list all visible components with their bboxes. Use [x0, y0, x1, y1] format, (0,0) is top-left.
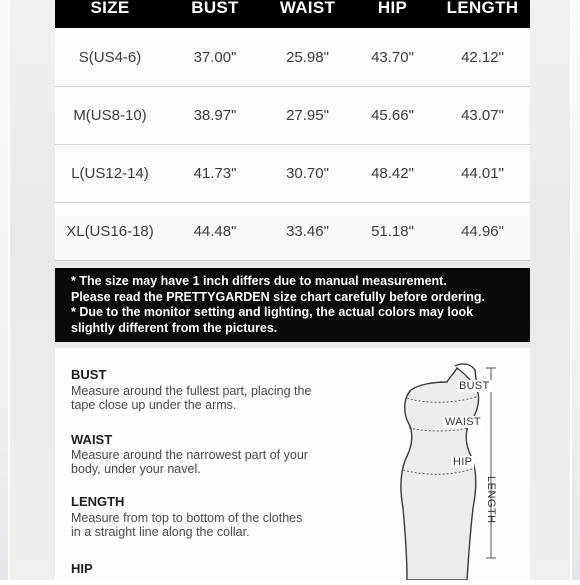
waist-cell: 25.98" [286, 48, 329, 66]
waist-cell: 30.70" [286, 164, 329, 182]
waist-description-line: Measure around the narrowest part of your [71, 448, 308, 462]
hip-cell: 51.18" [371, 222, 414, 240]
size-cell: S(US4-6) [78, 48, 142, 66]
dress-diagram [385, 358, 525, 580]
notice-line: Please read the PRETTYGARDEN size chart carefully before ordering. [71, 289, 486, 304]
hip-cell: 48.42" [371, 164, 414, 182]
length-cell: 44.01" [461, 164, 504, 182]
waist-cell: 27.95" [286, 106, 329, 124]
size-table-header [55, 0, 530, 28]
figure-length-label: LENGTH [485, 476, 497, 524]
bust-cell: 38.97" [193, 106, 237, 124]
dress-outline-icon [385, 358, 525, 580]
length-description-line: in a straight line along the collar. [71, 525, 250, 539]
bust-cell: 41.73" [193, 164, 237, 182]
bust-description-line: tape close up under the arms. [71, 398, 237, 412]
size-cell: XL(US16-18) [66, 222, 154, 240]
hip-title: HIP [71, 561, 93, 576]
header-waist: WAIST [279, 0, 336, 17]
size-table [55, 28, 530, 260]
notice-line: * The size may have 1 inch differs due to manual measurement. [71, 274, 447, 288]
bust-cell: 37.00" [193, 48, 237, 66]
left-edge-strip [0, 0, 8, 580]
length-description-line: Measure from top to bottom of the clothes [71, 511, 303, 525]
length-cell: 42.12" [461, 48, 504, 66]
figure-waist-label: WAIST [445, 416, 481, 428]
size-notice [55, 268, 530, 342]
measurement-guide [55, 348, 530, 580]
table-row [55, 86, 530, 145]
waist-title: WAIST [71, 432, 113, 447]
header-hip: HIP [377, 0, 408, 17]
hip-cell: 45.66" [371, 106, 414, 124]
bust-title: BUST [71, 367, 107, 382]
notice-line: * Due to the monitor setting and lighting, the actual colors may look [71, 305, 474, 319]
table-row [55, 202, 530, 261]
waist-description-line: body, under your navel. [71, 462, 201, 476]
bust-cell: 44.48" [193, 222, 237, 240]
hip-cell: 43.70" [371, 48, 414, 66]
notice-line: slightly different from the pictures. [71, 320, 278, 335]
figure-bust-label: BUST [459, 380, 490, 392]
figure-hip-label: HIP [453, 456, 473, 468]
table-row [55, 28, 530, 87]
length-cell: 43.07" [461, 106, 504, 124]
table-row [55, 144, 530, 203]
length-cell: 44.96" [461, 222, 504, 240]
size-cell: M(US8-10) [73, 106, 147, 124]
length-title: LENGTH [71, 494, 125, 509]
header-length: LENGTH [446, 0, 519, 17]
bust-description-line: Measure around the fullest part, placing the [71, 384, 312, 398]
size-cell: L(US12-14) [71, 164, 149, 182]
header-bust: BUST [191, 0, 239, 17]
header-size: SIZE [90, 0, 130, 17]
right-edge-strip [572, 0, 580, 580]
waist-cell: 33.46" [286, 222, 329, 240]
